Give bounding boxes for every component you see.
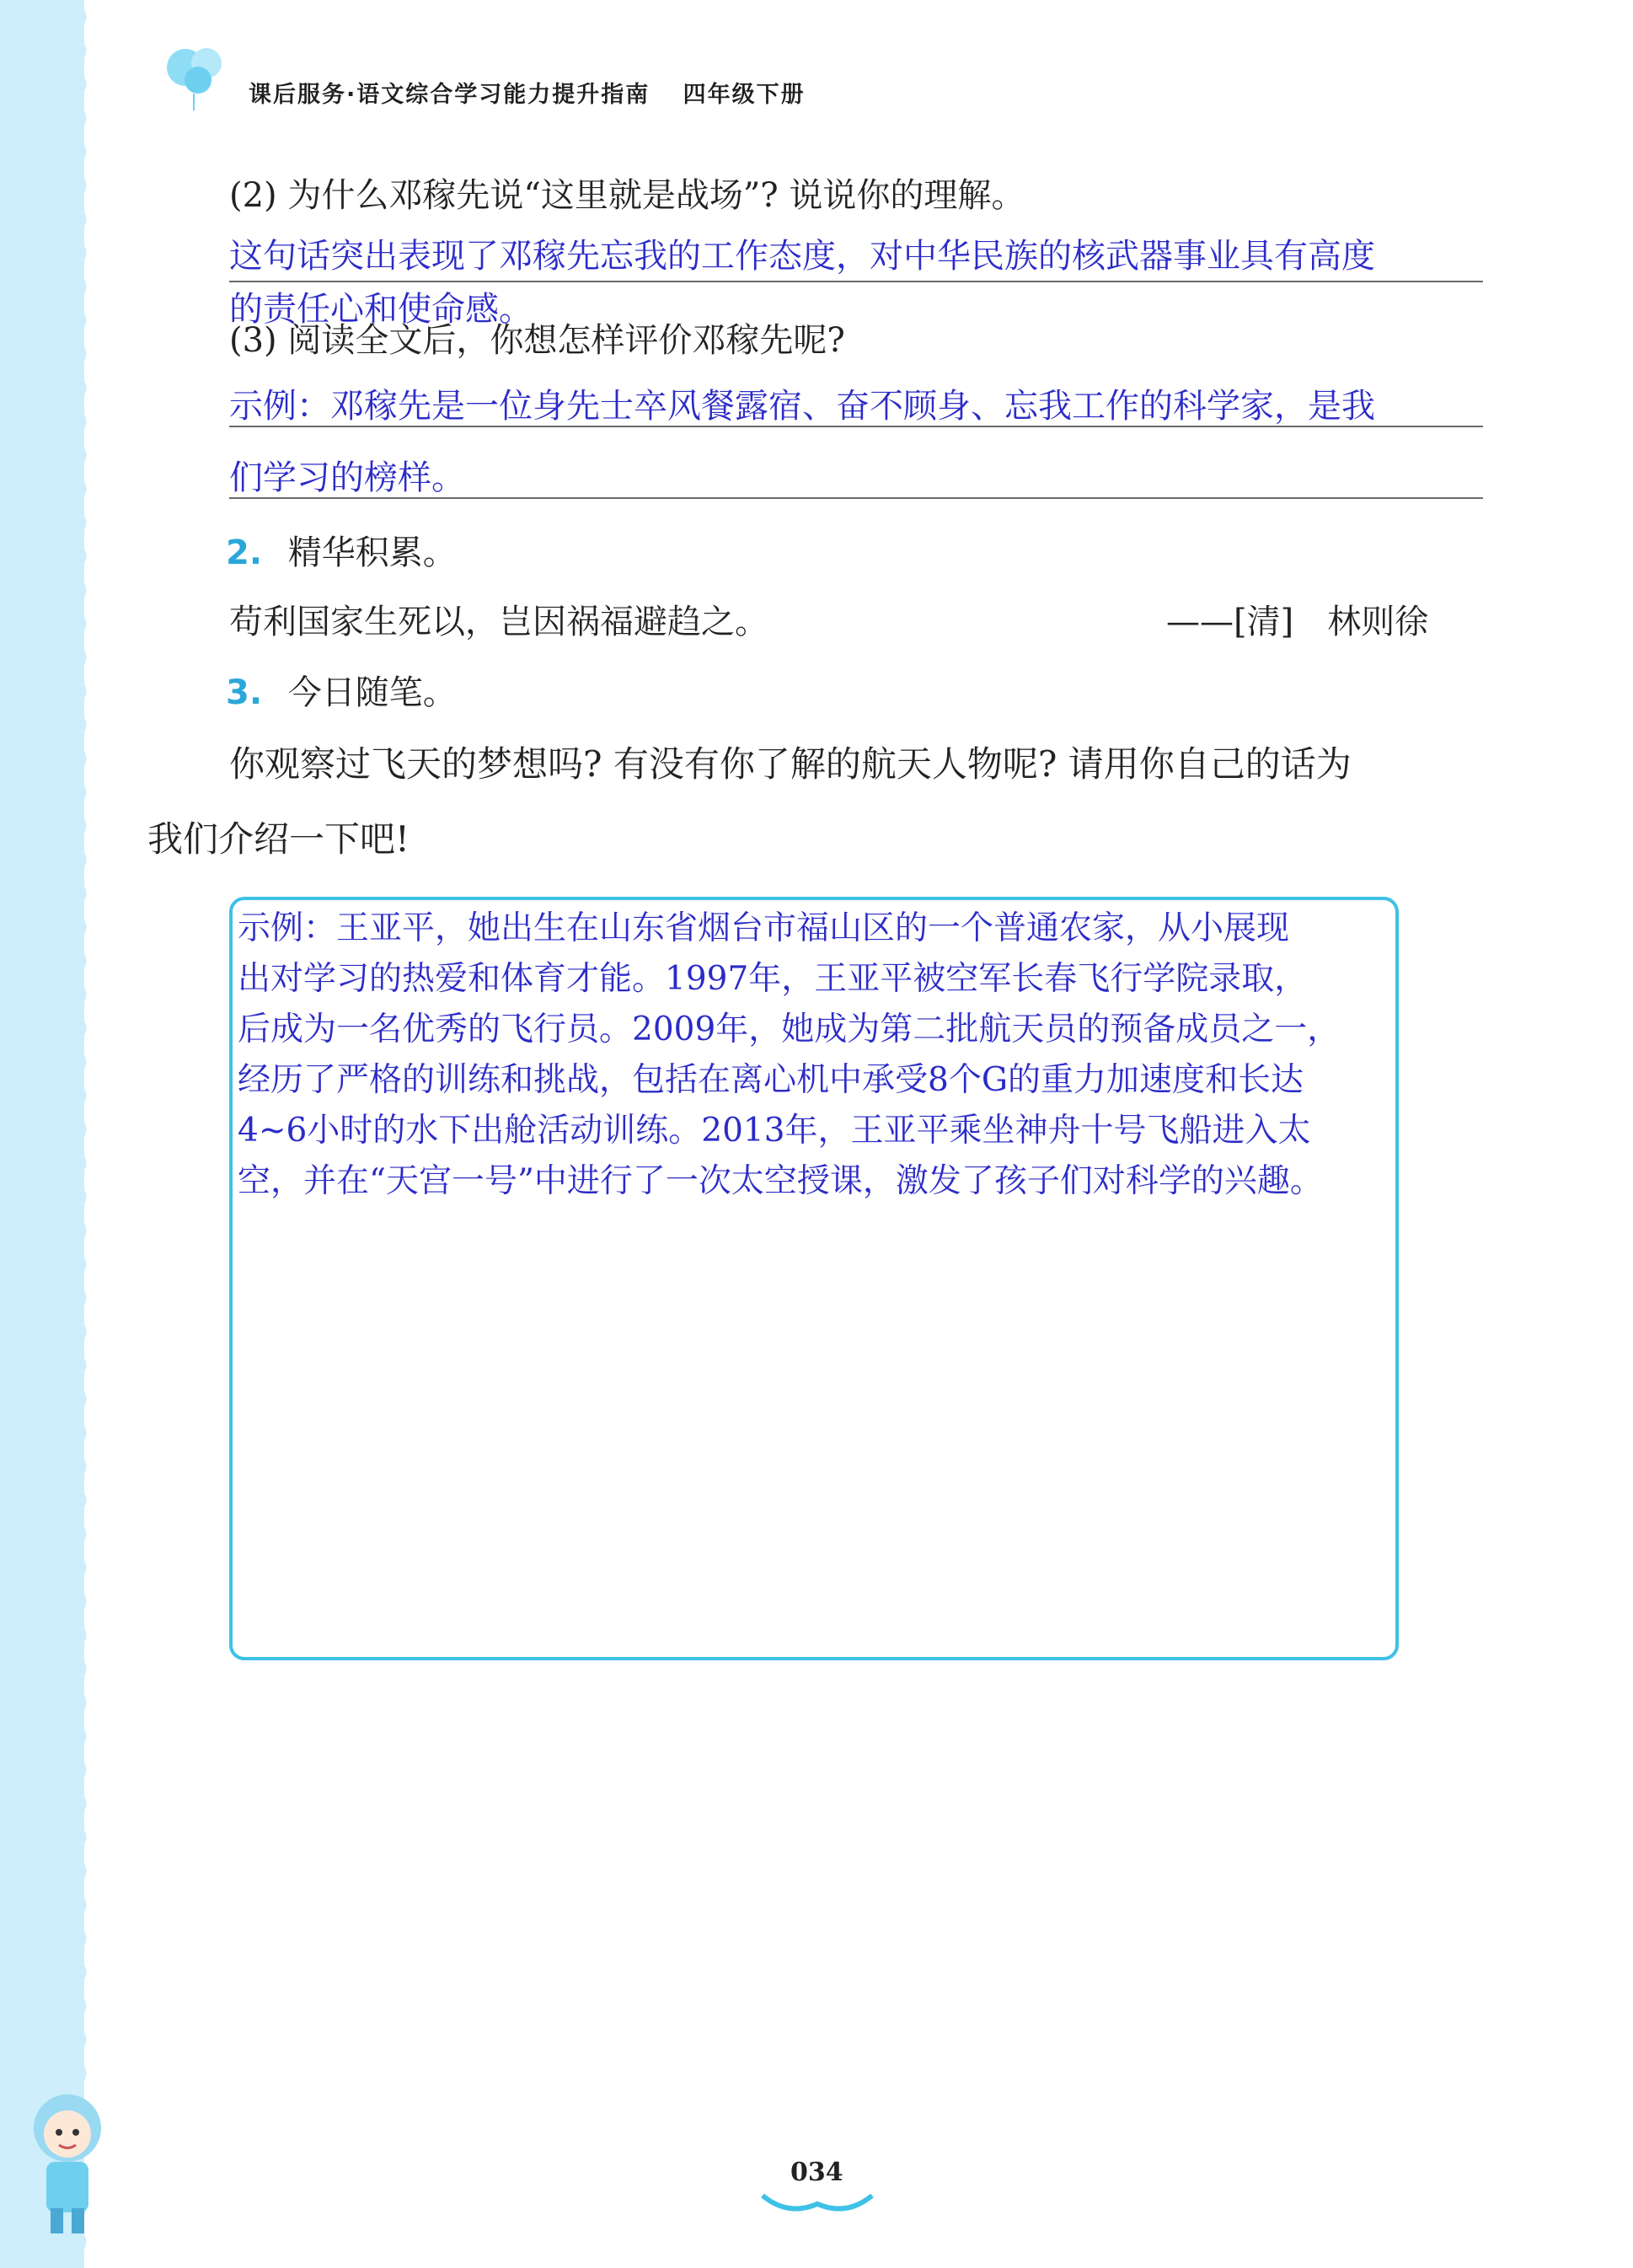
section-2-number: 2.	[226, 533, 263, 572]
question-3: (3) 阅读全文后，你想怎样评价邓稼先呢?	[229, 321, 845, 360]
essay-line-2: 出对学习的热爱和体育才能。1997年，王亚平被空军长春飞行学院录取，	[238, 960, 1308, 998]
essay-line-3: 后成为一名优秀的飞行员。2009年，她成为第二批航天员的预备成员之一，	[238, 1011, 1341, 1048]
section-2-title: 精华积累。	[287, 533, 457, 572]
essay-line-6: 空，并在“天宫一号”中进行了一次太空授课，激发了孩子们对科学的兴趣。	[238, 1162, 1323, 1200]
section-3-number: 3.	[226, 673, 263, 712]
answer-rule	[229, 497, 1483, 499]
cartoon-boy-icon	[17, 2082, 118, 2242]
left-border-wave	[74, 0, 108, 2268]
answer-2-line-2: 的责任心和使命感。	[229, 290, 533, 329]
essay-line-4: 经历了严格的训练和挑战，包括在离心机中承受8个G的重力加速度和长达	[238, 1061, 1304, 1099]
answer-3-line-1: 示例：邓稼先是一位身先士卒风餐露宿、奋不顾身、忘我工作的科学家，是我	[229, 387, 1375, 426]
balloon-logo-icon	[160, 38, 236, 114]
quote-attribution: ——[清] 林则徐	[1166, 603, 1429, 641]
answer-3-line-2: 们学习的榜样。	[229, 458, 465, 497]
header-title: 课后服务·语文综合学习能力提升指南	[249, 82, 651, 108]
section-3-title: 今日随笔。	[287, 673, 457, 712]
left-border-decoration	[0, 0, 84, 2268]
section-2-heading	[226, 526, 457, 574]
quote-text: 苟利国家生死以，岂因祸福避趋之。	[229, 603, 768, 641]
header	[249, 76, 806, 109]
question-2: (2) 为什么邓稼先说“这里就是战场”? 说说你的理解。	[229, 176, 1025, 215]
page-number: 034	[790, 2158, 843, 2187]
section-3-prompt-line-1: 你观察过飞天的梦想吗? 有没有你了解的航天人物呢? 请用你自己的话为	[229, 743, 1352, 785]
answer-rule	[229, 426, 1483, 427]
section-3-prompt-line-2: 我们介绍一下吧!	[147, 818, 410, 860]
essay-line-5: 4~6小时的水下出舱活动训练。2013年，王亚平乘坐神舟十号飞船进入太	[238, 1112, 1311, 1150]
answer-2-line-1: 这句话突出表现了邓稼先忘我的工作态度，对中华民族的核武器事业具有高度	[229, 237, 1375, 276]
essay-line-1: 示例：王亚平，她出生在山东省烟台市福山区的一个普通农家，从小展现	[238, 909, 1290, 947]
page-number-wave-icon	[758, 2191, 876, 2217]
header-grade: 四年级下册	[683, 82, 806, 108]
section-3-heading	[226, 666, 457, 714]
